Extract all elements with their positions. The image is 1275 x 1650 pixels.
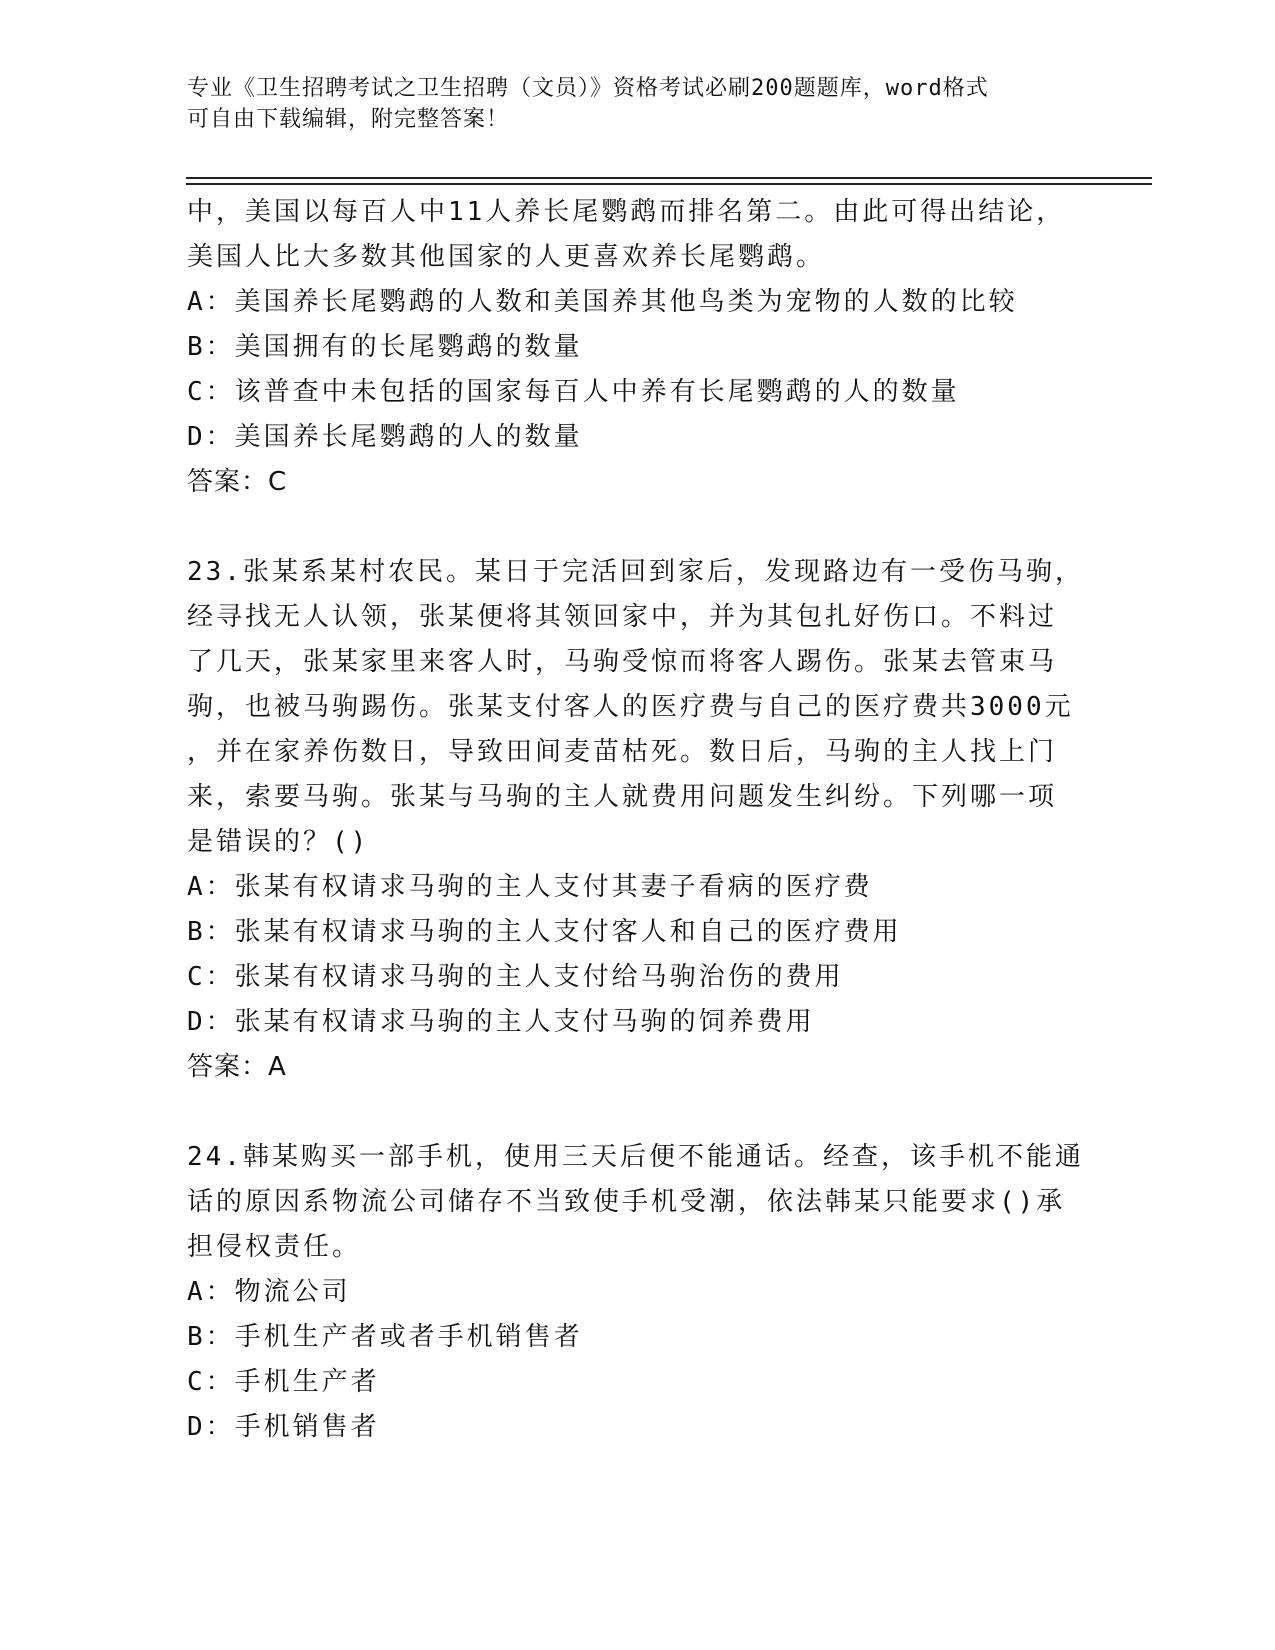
question-24: [187, 1135, 1087, 1450]
question-stem-line: 了几天，张某家里来客人时，马驹受惊而将客人踢伤。张某去管束马: [187, 647, 1058, 677]
question-stem-line: 担侵权责任。: [187, 1232, 362, 1262]
option-a: A：美国养长尾鹦鹉的人数和美国养其他鸟类为宠物的人数的比较: [187, 287, 1018, 317]
question-22: [187, 190, 1087, 505]
question-stem-line: 驹，也被马驹踢伤。张某支付客人的医疗费与自己的医疗费共3000元: [187, 692, 1074, 722]
header-divider-top: [186, 177, 1152, 179]
question-stem-line: 23.张某系某村农民。某日于完活回到家后，发现路边有一受伤马驹，: [187, 557, 1084, 587]
spacer: [187, 505, 1087, 550]
answer-line: 答案：C: [187, 467, 288, 497]
spacer: [187, 1090, 1087, 1135]
header-divider-bottom: [186, 183, 1152, 185]
question-stem-line: ，并在家养伤数日，导致田间麦苗枯死。数日后，马驹的主人找上门: [187, 737, 1058, 767]
question-stem-line: 中，美国以每百人中11人养长尾鹦鹉而排名第二。由此可得出结论，: [187, 197, 1066, 227]
option-d: D：张某有权请求马驹的主人支付马驹的饲养费用: [187, 1007, 815, 1037]
question-stem-line: 话的原因系物流公司储存不当致使手机受潮，依法韩某只能要求()承: [187, 1187, 1066, 1217]
option-d: D：美国养长尾鹦鹉的人的数量: [187, 422, 583, 452]
option-c: C：手机生产者: [187, 1367, 380, 1397]
question-stem-line: 是错误的？(): [187, 827, 370, 857]
option-d: D：手机销售者: [187, 1412, 380, 1442]
header-title-line-1: 专业《卫生招聘考试之卫生招聘（文员）》资格考试必刷200题题库，word格式: [187, 76, 989, 101]
answer-line: 答案：A: [187, 1052, 287, 1082]
page-header: [187, 73, 1067, 135]
header-title-line-2: 可自由下载编辑，附完整答案！: [187, 107, 510, 132]
document-body: [187, 190, 1087, 1450]
option-c: C：张某有权请求马驹的主人支付给马驹治伤的费用: [187, 962, 844, 992]
option-a: A：物流公司: [187, 1277, 351, 1307]
option-b: B：美国拥有的长尾鹦鹉的数量: [187, 332, 583, 362]
question-stem-line: 来，索要马驹。张某与马驹的主人就费用问题发生纠纷。下列哪一项: [187, 782, 1058, 812]
question-stem-line: 24.韩某购买一部手机，使用三天后便不能通话。经查，该手机不能通: [187, 1142, 1084, 1172]
option-b: B：手机生产者或者手机销售者: [187, 1322, 583, 1352]
question-stem-line: 美国人比大多数其他国家的人更喜欢养长尾鹦鹉。: [187, 242, 826, 272]
option-a: A：张某有权请求马驹的主人支付其妻子看病的医疗费: [187, 872, 873, 902]
option-c: C：该普查中未包括的国家每百人中养有长尾鹦鹉的人的数量: [187, 377, 960, 407]
question-23: [187, 550, 1087, 1090]
option-b: B：张某有权请求马驹的主人支付客人和自己的医疗费用: [187, 917, 902, 947]
question-stem-line: 经寻找无人认领，张某便将其领回家中，并为其包扎好伤口。不料过: [187, 602, 1058, 632]
